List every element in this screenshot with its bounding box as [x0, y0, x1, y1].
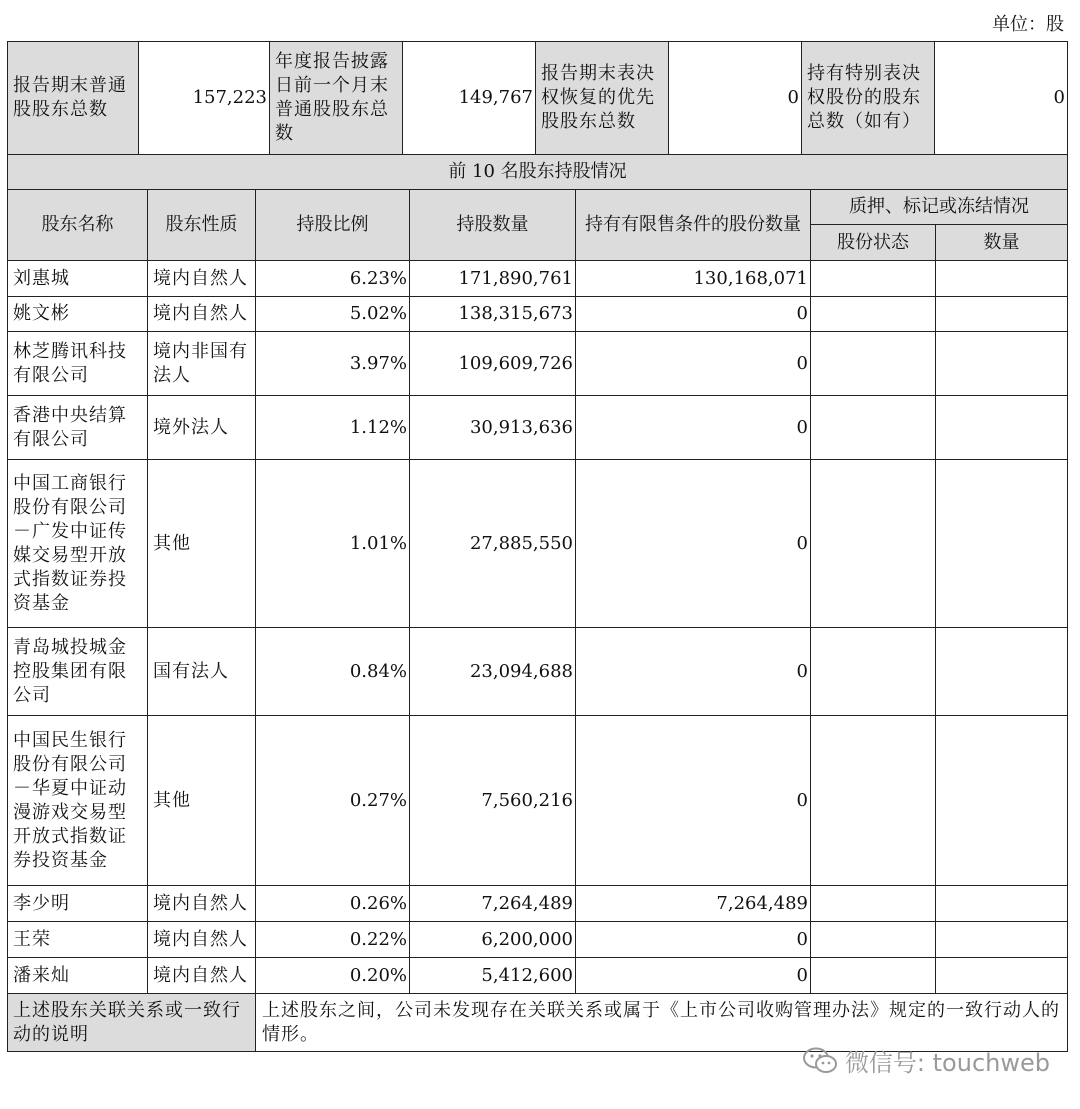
- summary-label-special-voting-holders: 持有特别表决权股份的股东总数（如有）: [802, 42, 935, 155]
- table-row: [8, 396, 1068, 460]
- pledge-qty: [936, 922, 1068, 958]
- pledge-status: [811, 297, 936, 332]
- shareholder-nature: 境内自然人: [148, 261, 256, 297]
- holding-shares: 6,200,000: [410, 922, 576, 958]
- shareholder-name: 王荣: [8, 922, 148, 958]
- table-row: [8, 460, 1068, 628]
- summary-label-prior-month-holders: 年度报告披露日前一个月末普通股股东总数: [270, 42, 403, 155]
- holding-ratio: 0.20%: [256, 958, 410, 994]
- watermark-text: 微信号: touchweb: [844, 1049, 1050, 1077]
- holding-ratio: 3.97%: [256, 332, 410, 396]
- shareholder-name: 中国民生银行股份有限公司－华夏中证动漫游戏交易型开放式指数证券投资基金: [8, 716, 148, 886]
- section-title: 前 10 名股东持股情况: [8, 155, 1068, 190]
- shareholder-nature: 其他: [148, 716, 256, 886]
- pledge-qty: [936, 261, 1068, 297]
- holding-shares: 138,315,673: [410, 297, 576, 332]
- table-row: [8, 886, 1068, 922]
- pledge-qty: [936, 716, 1068, 886]
- watermark: [803, 1043, 1050, 1078]
- restricted-shares: 0: [576, 628, 811, 716]
- table-row: [8, 922, 1068, 958]
- header-nature: 股东性质: [148, 190, 256, 261]
- pledge-qty: [936, 628, 1068, 716]
- pledge-status: [811, 628, 936, 716]
- pledge-qty: [936, 297, 1068, 332]
- holding-shares: 7,264,489: [410, 886, 576, 922]
- restricted-shares: 0: [576, 297, 811, 332]
- table-row: [8, 261, 1068, 297]
- holding-ratio: 5.02%: [256, 297, 410, 332]
- shareholder-nature: 境外法人: [148, 396, 256, 460]
- restricted-shares: 130,168,071: [576, 261, 811, 297]
- restricted-shares: 0: [576, 716, 811, 886]
- table-row: [8, 297, 1068, 332]
- pledge-status: [811, 460, 936, 628]
- holding-ratio: 1.12%: [256, 396, 410, 460]
- summary-label-preferred-holders: 报告期末表决权恢复的优先股股东总数: [536, 42, 669, 155]
- shareholder-name: 青岛城投城金控股集团有限公司: [8, 628, 148, 716]
- holding-shares: 171,890,761: [410, 261, 576, 297]
- table-row: [8, 332, 1068, 396]
- holding-shares: 109,609,726: [410, 332, 576, 396]
- shareholder-name: 潘来灿: [8, 958, 148, 994]
- pledge-status: [811, 332, 936, 396]
- pledge-status: [811, 886, 936, 922]
- table-row: [8, 628, 1068, 716]
- shareholder-summary-table: [7, 41, 1068, 155]
- holding-shares: 23,094,688: [410, 628, 576, 716]
- shareholder-nature: 境内非国有法人: [148, 332, 256, 396]
- shareholder-name: 中国工商银行股份有限公司－广发中证传媒交易型开放式指数证券投资基金: [8, 460, 148, 628]
- pledge-status: [811, 261, 936, 297]
- summary-value-special-voting-holders: 0: [935, 42, 1068, 155]
- wechat-icon: [803, 1047, 837, 1075]
- shareholder-nature: 境内自然人: [148, 958, 256, 994]
- pledge-status: [811, 716, 936, 886]
- pledge-status: [811, 958, 936, 994]
- pledge-qty: [936, 460, 1068, 628]
- shareholder-nature: 境内自然人: [148, 886, 256, 922]
- relation-note-label: 上述股东关联关系或一致行动的说明: [8, 994, 256, 1052]
- holding-ratio: 0.84%: [256, 628, 410, 716]
- shareholder-name: 香港中央结算有限公司: [8, 396, 148, 460]
- restricted-shares: 0: [576, 958, 811, 994]
- holding-ratio: 0.22%: [256, 922, 410, 958]
- header-ratio: 持股比例: [256, 190, 410, 261]
- holding-shares: 30,913,636: [410, 396, 576, 460]
- restricted-shares: 0: [576, 460, 811, 628]
- holding-shares: 27,885,550: [410, 460, 576, 628]
- restricted-shares: 7,264,489: [576, 886, 811, 922]
- shareholder-nature: 境内自然人: [148, 922, 256, 958]
- shareholder-name: 姚文彬: [8, 297, 148, 332]
- pledge-qty: [936, 396, 1068, 460]
- pledge-qty: [936, 332, 1068, 396]
- table-row: [8, 958, 1068, 994]
- table-row: [8, 716, 1068, 886]
- summary-value-common-holders: 157,223: [139, 42, 270, 155]
- summary-value-prior-month-holders: 149,767: [403, 42, 536, 155]
- restricted-shares: 0: [576, 922, 811, 958]
- restricted-shares: 0: [576, 332, 811, 396]
- holding-ratio: 0.27%: [256, 716, 410, 886]
- header-restricted: 持有有限售条件的股份数量: [576, 190, 811, 261]
- shareholder-nature: 境内自然人: [148, 297, 256, 332]
- unit-label: 单位：股: [992, 14, 1064, 35]
- pledge-status: [811, 922, 936, 958]
- holding-ratio: 0.26%: [256, 886, 410, 922]
- header-name: 股东名称: [8, 190, 148, 261]
- shareholder-nature: 国有法人: [148, 628, 256, 716]
- top10-shareholders-table: [7, 154, 1068, 1052]
- header-pledge-qty: 数量: [936, 225, 1068, 261]
- summary-value-preferred-holders: 0: [669, 42, 802, 155]
- header-pledge: 质押、标记或冻结情况: [811, 190, 1068, 225]
- holding-shares: 7,560,216: [410, 716, 576, 886]
- shareholder-name: 刘惠城: [8, 261, 148, 297]
- header-pledge-status: 股份状态: [811, 225, 936, 261]
- shareholder-name: 林芝腾讯科技有限公司: [8, 332, 148, 396]
- holding-shares: 5,412,600: [410, 958, 576, 994]
- pledge-qty: [936, 958, 1068, 994]
- header-shares: 持股数量: [410, 190, 576, 261]
- summary-label-common-holders: 报告期末普通股股东总数: [8, 42, 139, 155]
- pledge-qty: [936, 886, 1068, 922]
- holding-ratio: 1.01%: [256, 460, 410, 628]
- shareholder-name: 李少明: [8, 886, 148, 922]
- shareholder-nature: 其他: [148, 460, 256, 628]
- holding-ratio: 6.23%: [256, 261, 410, 297]
- relation-note-text: 上述股东之间，公司未发现存在关联关系或属于《上市公司收购管理办法》规定的一致行动人的情形。: [256, 994, 1068, 1052]
- restricted-shares: 0: [576, 396, 811, 460]
- pledge-status: [811, 396, 936, 460]
